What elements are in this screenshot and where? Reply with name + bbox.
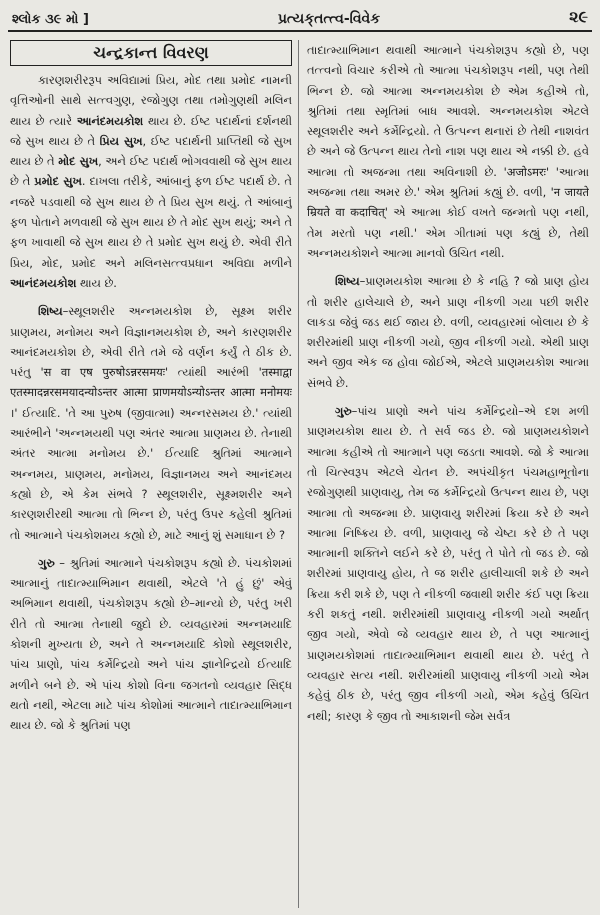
term-priya-sukha: પ્રિય સુખ	[99, 133, 143, 148]
text-run: થાય છે. ઈષ્ટ પદાર્થનાં દર્શનથી જે સુખ થાય છે તે	[10, 113, 292, 148]
column-divider	[298, 40, 299, 908]
term-pramoda-sukha: પ્રમોદ સુખ	[34, 174, 82, 189]
paragraph-continuation: તાદાત્મ્યાભિમાન થવાથી આત્માને પંચકોશરૂપ કહ્યો છે, પણ તત્ત્વનો વિચાર કરીએ તો આત્મા પંચકોશરૂપ નથી, પણ તેથી ભિન્ન છે. જો આત્મા અન્નમયકોશ છે એમ કહીએ તો, શ્રુતિમાં તથા સ્મૃતિમાં બાધ આવશે. અન્નમયકોશ એટલે સ્થૂલશરીર અને કર્મેન્દ્રિયો. તે ઉત્પન્ન થનારાં છે તેથી નાશવંત છે અને જે ઉત્પન્ન થાય તેનો નાશ પણ થાય એ નક્કી છે. હવે આત્મા તો અજન્મા તથા અવિનાશી છે. 'अजोऽमरः' 'આત્મા અજન્મા તથા અમર છે.' એમ શ્રુતિમાં કહ્યું છે. વળી, 'न जायते म्रियते वा कदाचित्' એ આત્મા કોઈ વખતે જન્મતો પણ નથી, તેમ મરતો પણ નથી.' એમ ગીતામાં પણ કહ્યું છે, તેથી અન્નમયકોશને આત્મા માનવો ઉચિત નથી.	[307, 43, 589, 260]
text-run: . દાખલા તરીકે, આંબાનું ફળ ઈષ્ટ પદાર્થ છે. તે નજરે પડવાથી જે સુખ થાય છે તે પ્રિય સુખ થયું. તે આંબાનું ફળ પોતાને મળવાથી જે સુખ થાય છે તે મોદ સુખ થયું; અને તે ફળ ખાવાથી જે સુખ થાય છે તે પ્રમોદ સુખ થયું છે. એવી રીતે પ્રિય, મોદ, પ્રમોદ અને મલિનસત્ત્વપ્રધાન અવિદ્યા મળીને	[10, 174, 292, 270]
paragraph-text: – શ્રુતિમાં આત્માને પંચકોશરૂપ કહ્યો છે. પંચકોશમાં આત્માનું તાદાત્મ્યાભિમાન થવાથી, એટલે 'તે હું છું' એવું અભિમાન થવાથી, પંચકોશરૂપ કહ્યો છે–માન્યો છે, પરંતુ ખરી રીતે તો આત્મા તેનાથી જુદો છે. વ્યવહારમાં અન્નમયાદિ કોશની મુખ્યતા છે, અને તે અન્નમયાદિ કોશો સ્થૂલશરીર, પાંચ પ્રાણો, પાંચ કર્મેન્દ્રિયો અને પાંચ જ્ઞાનેન્દ્રિયો ઈત્યાદિ મળીને બને છે. એ પાંચ કોશો વિના જગતનો વ્યવહાર સિદ્ધ થતો નથી, એટલા માટે પાંચ કોશોમાં આત્માને તાદાત્મ્યાભિમાન થાય છે. જો કે શ્રુતિમાં પણ	[10, 555, 292, 733]
text-run: થાય છે.	[76, 275, 117, 290]
page-number: ૨૯	[569, 7, 588, 26]
paragraph-disciple-question	[10, 301, 292, 545]
speaker-label: શિષ્ય	[335, 274, 360, 289]
paragraph-text: –પ્રાણમયકોશ આત્મા છે કે નહિ ? જો પ્રાણ હોય તો શરીર હાલેચાલે છે, અને પ્રાણ નીકળી ગયા પછી શરીર લાકડા જેવું જડ થઈ જાય છે. વળી, વ્યવહારમાં બોલાય છે કે શરીરમાંથી પ્રાણ નીકળી ગયો, જીવ નીકળી ગયો. એથી પ્રાણ અને જીવ એક જ હોવા જોઈએ, એટલે પ્રાણમયકોશ આત્મા સંભવે છે.	[307, 274, 589, 390]
paragraph-disciple-question	[307, 271, 589, 393]
paragraph-guru-answer	[10, 553, 292, 736]
term-anandamaya-kosha: આનંદમયકોશ	[76, 113, 144, 128]
verse-reference: શ્લોક ૩૯ મો ]	[12, 12, 89, 27]
paragraph-text: –પાંચ પ્રાણો અને પાંચ કર્મેન્દ્રિયો–એ દશ મળી પ્રાણમયકોશ થાય છે. તે સર્વ જડ છે. જો પ્રાણમયકોશને આત્મા કહીએ તો આત્માને પણ જડતા આવશે. જો કે આત્મા તો ચિત્સ્વરૂપ એટલે ચેતન છે. અપંચીકૃત પંચમહાભૂતોના રજોગુણથી પ્રાણવાયુ, તેમ જ કર્મેન્દ્રિયો ઉત્પન્ન થાય છે, પણ આત્મા તો અજન્મા છે. પ્રાણવાયુ શરીરમાં ક્રિયા કરે છે અને આત્મા નિષ્ક્રિય છે. વળી, પ્રાણવાયુ જે ચેષ્ટા કરે છે તે પણ આત્માની શક્તિને લઈને કરે છે, પરંતુ તે પોતે તો જડ છે. જો શરીરમાં પ્રાણવાયુ હોય, તે જ શરીર હાલીચાલી શકે છે અને ક્રિયા કરી શકે છે, પણ તે નીકળી જવાથી શરીર કંઈ પણ ક્રિયા કરી શકતું નથી. શરીરમાંથી પ્રાણવાયુ નીકળી ગયો અર્થાત્ જીવ ગયો, એવો જે વ્યવહાર થાય છે, તે પણ આત્માનું પ્રાણમયકોશમાં તાદાત્મ્યાભિમાન થવાથી થાય છે. પરંતુ તે વ્યવહાર સત્ય નથી. શરીરમાંથી પ્રાણવાયુ નીકળી ગયો એમ કહેવું ઠીક છે, પરંતુ જીવ નીકળી ગયો, એમ કહેવું ઉચિત નથી; કારણ કે જીવ તો આકાશની જેમ સર્વત્ર	[307, 404, 589, 723]
section-title: ચન્દ્રકાન્ત વિવરણ	[10, 40, 292, 66]
speaker-label: ગુરુ	[38, 555, 55, 570]
paragraph-commentary-intro	[10, 70, 292, 293]
paragraph-guru-answer	[307, 401, 589, 726]
term-anandamaya-kosha-2: આનંદમયકોશ	[10, 275, 77, 290]
term-moda-sukha: મોદ સુખ	[58, 154, 99, 169]
text-run: , અને ઈષ્ટ પદાર્થ ભોગવવાથી જે સુખ થાય છે તે	[10, 154, 292, 189]
speaker-label: ગુરુ	[335, 404, 352, 419]
paragraph-text: –સ્થૂલશરીર અન્નમયકોશ છે, સૂક્ષ્મ શરીર પ્રાણમય, મનોમય અને વિજ્ઞાનમયકોશ છે, અને કારણશરીર આનંદમયકોશ છે, એવી રીતે તમે જે વર્ણન કર્યું તે ઠીક છે. પરંતુ 'स वा एष पुरुषोऽन्नरसमयः' ત્યાંથી આરંભી 'तस्माद्वा एतस्मादन्नरसमयादन्योऽन्तर आत्मा प्राणमयोऽन्योऽन्तर आत्मा मनोमयः ।' ઈત્યાદિ. 'તે આ પુરુષ (જીવાત્મા) અન્નરસમય છે.' ત્યાંથી આરંભીને 'અન્નમયથી પણ અંતર આત્મા પ્રાણમય છે. તેનાથી અંતર આત્મા મનોમય છે.' ઈત્યાદિ શ્રુતિમાં આત્માને અન્નમય, પ્રાણમય, મનોમય, વિજ્ઞાનમય અને આનંદમય કહ્યો છે, એ કેમ સંભવે ? સ્થૂલશરીર, સૂક્ષ્મશરીર અને કારણશરીરથી આત્મા તો ભિન્ન છે, પરંતુ ઉપર કહેલી શ્રુતિમાં તો આત્માને પંચકોશમય કહ્યો છે, માટે આનું શું સમાધાન છે ?	[10, 304, 292, 542]
right-column	[307, 40, 589, 912]
text-run: , ઈષ્ટ પદાર્થની પ્રાપ્તિથી જે સુખ થાય છે તે	[10, 133, 292, 169]
text-run: કારણશરીરરૂપ અવિદ્યામાં પ્રિય, મોદ તથા પ્રમોદ નામની વૃત્તિઓની સાથે સત્ત્વગુણ, રજોગુણ તથા તમોગુણથી મલિન થાય છે ત્યારે	[10, 73, 292, 128]
book-title: પ્રત્યક્‌તત્ત્વ-વિવેક	[277, 11, 381, 27]
running-header	[8, 2, 592, 32]
speaker-label: શિષ્ય	[38, 304, 63, 319]
left-column	[10, 40, 292, 912]
